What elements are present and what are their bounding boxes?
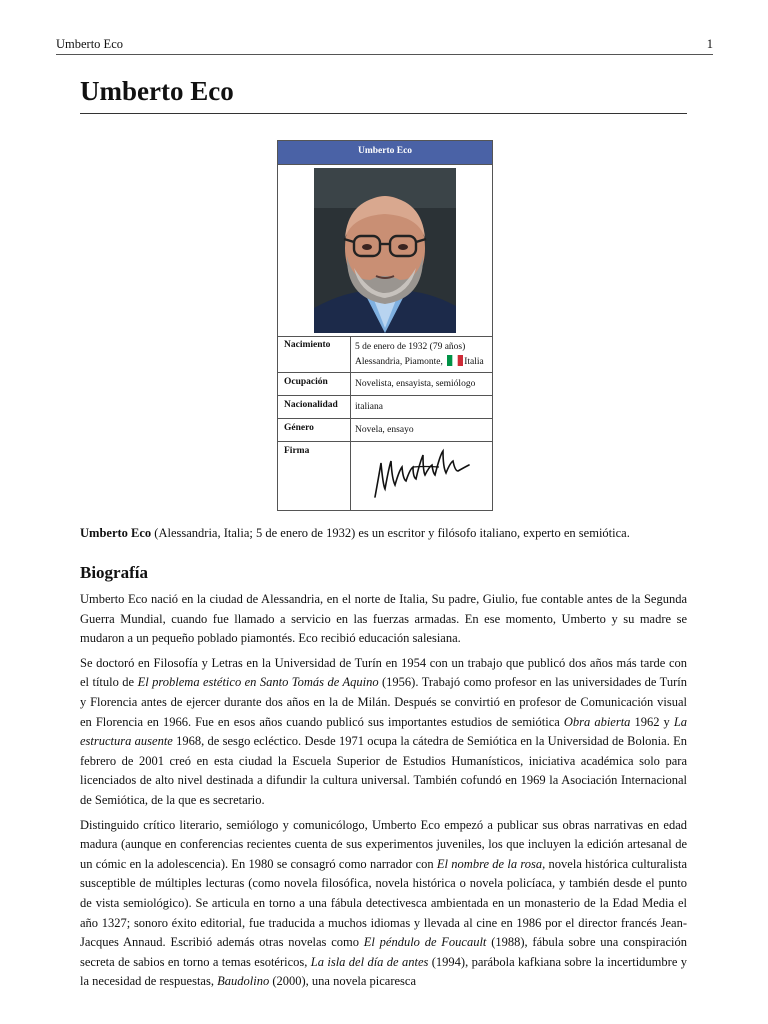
- value-nacimiento: [351, 337, 492, 372]
- infobox-row-nacionalidad: [278, 396, 492, 419]
- label-genero: Género: [278, 419, 351, 441]
- infobox-row-nacimiento: [278, 337, 492, 373]
- portrait-photo[interactable]: [314, 168, 456, 333]
- value-nacionalidad: italiana: [355, 402, 383, 413]
- value-ocupacion: Novelista, ensayista, semiólogo: [355, 379, 476, 390]
- flag-stripe-green: [447, 355, 452, 366]
- running-header: [56, 36, 713, 55]
- birth-place-link[interactable]: Alessandria, Piamonte,: [355, 356, 443, 367]
- page-number: 1: [706, 37, 713, 51]
- work-title-link[interactable]: Baudolino: [217, 974, 270, 989]
- infobox: [277, 140, 493, 511]
- lead-text: (Alessandria, Italia; 5 de enero de 1932) es un escritor y filósofo italiano, experto en semiótica.: [151, 526, 630, 540]
- work-title-link[interactable]: La estructura ausente: [80, 714, 688, 749]
- label-nacimiento: Nacimiento: [278, 337, 351, 372]
- country-link[interactable]: Italia: [464, 356, 484, 367]
- work-title-link[interactable]: La isla del día de antes: [310, 954, 429, 969]
- label-ocupacion: Ocupación: [278, 373, 351, 395]
- section-title-biografia: Biografía: [80, 563, 148, 582]
- work-title-link[interactable]: El péndulo de Foucault: [363, 935, 487, 950]
- flag-stripe-white: [453, 355, 458, 366]
- infobox-row-firma: [278, 442, 492, 510]
- italy-flag-icon: [447, 355, 463, 366]
- value-genero: Novela, ensayo: [355, 425, 414, 436]
- infobox-row-genero: [278, 419, 492, 442]
- portrait-cell: [278, 165, 492, 337]
- signature-image: [355, 445, 485, 505]
- label-firma: Firma: [278, 442, 351, 510]
- running-title: Umberto Eco: [56, 37, 123, 51]
- flag-stripe-red: [458, 355, 463, 366]
- page-title: Umberto Eco: [80, 76, 687, 114]
- paragraph: Distinguido crítico literario, semiólogo y comunicólogo, Umberto Eco empezó a publicar sus obras narrativas en edad madura (aunque en conferencias recientes cuenta de sus experimentos juveniles, los que incluyen la edición artesanal de un cómic en la adolescencia). En 1980 se consagró como narrador con El nombre de la rosa, novela histórica culturalista susceptible de múltiples lecturas (como novela filosófica, novela histórica o novela policíaca, y también desde el punto de vista semiológico). Se articula en torno a una fábula detectivesca ambientada en un monasterio de la Edad Media el año 1327; sonoro éxito editorial, fue traducida a muchos idiomas y llevada al cine en 1986 por el director francés Jean-Jacques Annaud. Escribió además otras novelas como El péndulo de Foucault (1988), fábula sobre una conspiración secreta de sabios en torno a temas esotéricos, La isla del día de antes (1994), parábola kafkiana sobre la incertidumbre y la necesidad de respuestas, Baudolino (2000), una novela picaresca: [80, 817, 687, 989]
- work-title-link[interactable]: Obra abierta: [563, 714, 631, 729]
- label-nacionalidad: Nacionalidad: [278, 396, 351, 418]
- infobox-row-ocupacion: [278, 373, 492, 396]
- paragraph: Umberto Eco nació en la ciudad de Alessandria, en el norte de Italia, Su padre, Giulio, fue contable antes de la Segunda Guerra Mundial, cuando fue llamado a servicio en las fuerzas armadas. En ese momento, Umberto y su madre se mudaron a un pequeño poblado piamontés. Eco recibió educación salesiana.: [80, 592, 687, 646]
- paragraph: Se doctoró en Filosofía y Letras en la Universidad de Turín en 1954 con un trabajo que publicó dos años más tarde con el título de El problema estético en Santo Tomás de Aquino (1956). Trabajó como profesor en las universidades de Turín y Florencia antes de ejercer durante dos años en la de Milán. Después se convirtió en profesor de Comunicación visual en Florencia en 1966. Fue en esos años cuando publicó sus importantes estudios de semiótica Obra abierta 1962 y La estructura ausente 1968, de sesgo ecléctico. Desde 1971 ocupa la cátedra de Semiótica en la Universidad de Bolonia. En febrero de 2001 creó en esta ciudad la Escuela Superior de Estudios Humanísticos, iniciativa académica solo para licenciados de alto nivel destinada a difundir la cultura universal. También cofundó en 1969 la Asociación Internacional de Semiótica, de la que es secretario.: [80, 655, 688, 807]
- infobox-caption: Umberto Eco: [278, 141, 492, 165]
- work-title-link[interactable]: El problema estético en Santo Tomás de Aquino: [137, 675, 379, 690]
- birth-date: 5 de enero de 1932 (79 años): [355, 342, 466, 352]
- biography-body: [80, 590, 687, 997]
- value-firma: [351, 442, 492, 510]
- work-title-link[interactable]: El nombre de la rosa: [436, 856, 543, 871]
- lead-subject: Umberto Eco: [80, 526, 152, 540]
- lead-paragraph: [80, 524, 690, 542]
